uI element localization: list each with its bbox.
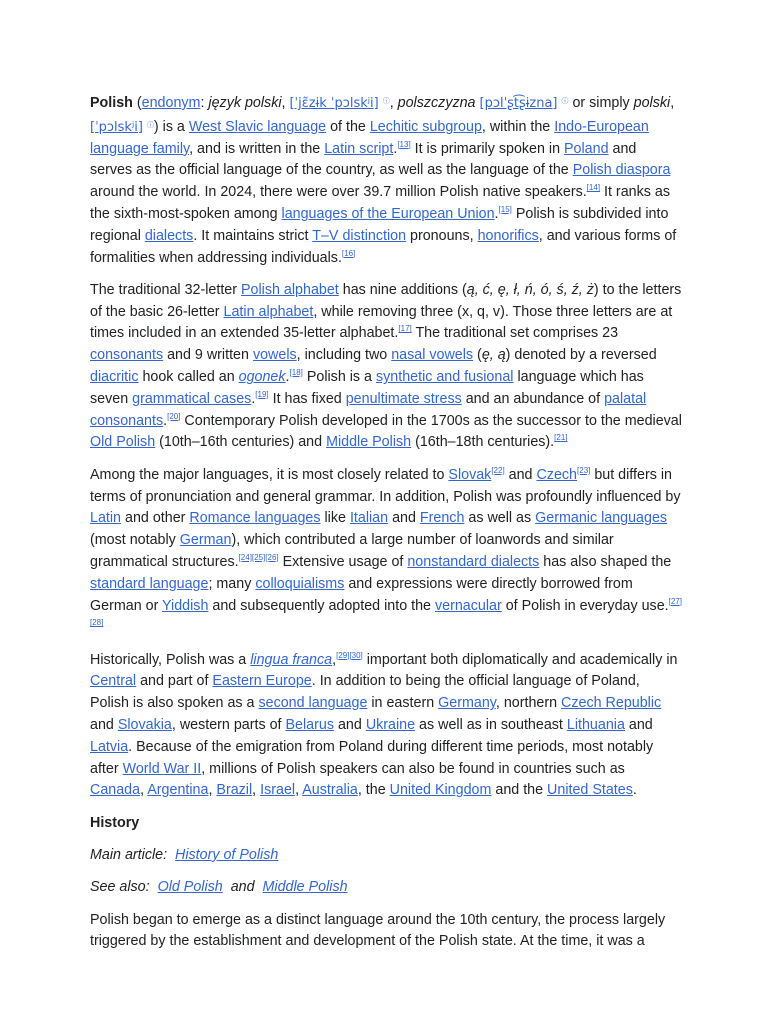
link-eu-languages[interactable]: languages of the European Union	[281, 205, 495, 222]
link-indo-european[interactable]: Indo-European language family	[90, 118, 649, 157]
link-lithuania[interactable]: Lithuania	[566, 717, 625, 734]
article-content	[90, 91, 682, 964]
speaker-icon[interactable]: ⓘ	[561, 98, 569, 105]
lead-paragraph-2: The traditional 32-letter Polish alphabet has nine additions (ą, ć, ę, ł, ń, ó, ś, ź, ż) to the letters of the basic 26-letter Latin alphabet, while removing three (x, q, v). Those three letters are at times included in an extended 35-letter alphabet.[17] The traditional set comprises 23 consonants and 9 written vowels, including two nasal vowels (ę, ą) denoted by a reversed diacritic hook called an ogonek.[18] Polish is a synthetic and fusional language which has seven grammatical cases.[19] It has fixed penultimate stress and an abundance of palatal consonants.[20] Contemporary Polish developed in the 1700s as the successor to the medieval Old Polish (10th–16th centuries) and Middle Polish (16th–18th centuries).[21]	[90, 281, 682, 451]
lead-paragraph-3: Among the major languages, it is most closely related to Slovak[22] and Czech[23] but differs in terms of pronunciation and general grammar. In addition, Polish was profoundly influenced by Latin and other Romance languages like Italian and French as well as Germanic languages (most notably German), which contributed a large number of loanwords and similar grammatical structures.[24][25][26] Extensive usage of nonstandard dialects has also shaped the standard language; many colloquialisms and expressions were directly borrowed from German or Yiddish and subsequently adopted into the vernacular of Polish in everyday use.[27][28]	[90, 465, 682, 628]
link-lingua-franca[interactable]: lingua franca	[250, 651, 333, 668]
link-czech[interactable]: Czech	[536, 466, 578, 483]
link-israel[interactable]: Israel	[260, 782, 296, 799]
citation-22[interactable]: [22]	[491, 465, 505, 475]
link-latin-script[interactable]: Latin script	[324, 140, 394, 157]
speaker-icon[interactable]: ⓘ	[146, 121, 154, 129]
citation-15[interactable]: [15]	[498, 204, 512, 214]
link-history-of-polish[interactable]: History of Polish	[175, 847, 279, 863]
link-latvia[interactable]: Latvia	[90, 738, 129, 755]
link-consonants[interactable]: consonants	[90, 347, 164, 364]
link-honorifics[interactable]: honorifics	[477, 227, 539, 244]
hatnote-label: Main article:	[90, 847, 168, 863]
link-eastern-europe[interactable]: Eastern Europe	[212, 673, 312, 690]
link-germany[interactable]: Germany	[438, 695, 496, 712]
link-standard-language[interactable]: standard language	[90, 575, 209, 592]
link-ukraine[interactable]: Ukraine	[365, 717, 416, 734]
link-west-slavic-language[interactable]: West Slavic language	[188, 118, 327, 135]
citation-13[interactable]: [13]	[397, 139, 411, 149]
link-synthetic-fusional[interactable]: synthetic and fusional	[375, 369, 514, 386]
ipa-link-2[interactable]: [pɔlˈʂt͡ʂɨzna]	[479, 96, 558, 111]
link-slovak[interactable]: Slovak	[448, 466, 492, 483]
section-heading-history: History	[90, 814, 140, 831]
link-penultimate-stress[interactable]: penultimate stress	[345, 390, 462, 407]
link-diacritic[interactable]: diacritic	[90, 369, 139, 386]
article-subject: Polish	[90, 95, 133, 111]
ipa-link-1[interactable]: [ˈjɛ̃zɨk ˈpɔlskʲi]	[289, 96, 379, 111]
link-world-war-ii[interactable]: World War II	[122, 760, 202, 777]
hatnote-see-also	[90, 877, 682, 899]
term-jezyk-polski: język polski	[208, 95, 282, 111]
link-tv-distinction[interactable]: T–V distinction	[312, 227, 407, 244]
link-grammatical-cases[interactable]: grammatical cases	[132, 390, 252, 407]
speaker-icon[interactable]: ⓘ	[382, 98, 390, 105]
citation-14[interactable]: [14]	[586, 183, 601, 193]
hatnote-main-article	[90, 845, 682, 867]
link-germanic-languages[interactable]: Germanic languages	[535, 510, 668, 527]
link-romance-languages[interactable]: Romance languages	[189, 510, 321, 527]
link-middle-polish-see-also[interactable]: Middle Polish	[262, 879, 348, 896]
link-lechitic-subgroup[interactable]: Lechitic subgroup	[369, 118, 482, 135]
link-yiddish[interactable]: Yiddish	[162, 597, 209, 614]
link-vernacular[interactable]: vernacular	[434, 597, 502, 614]
link-nonstandard-dialects[interactable]: nonstandard dialects	[407, 553, 540, 570]
citation-21[interactable]: [21]	[554, 433, 568, 443]
link-central[interactable]: Central	[90, 673, 137, 690]
link-ogonek[interactable]: ogonek	[238, 369, 286, 386]
link-nasal-vowels[interactable]: nasal vowels	[391, 347, 474, 364]
link-polish-alphabet[interactable]: Polish alphabet	[241, 281, 339, 298]
term-polszczyzna: polszczyzna	[397, 95, 476, 111]
hatnote-and: and	[230, 879, 255, 896]
link-german[interactable]: German	[179, 532, 232, 549]
link-old-polish[interactable]: Old Polish	[90, 434, 156, 451]
hatnote-label: See also:	[90, 879, 150, 896]
link-middle-polish[interactable]: Middle Polish	[326, 434, 412, 451]
lead-paragraph-1: Polish (endonym: język polski, [ˈjɛ̃zɨk ˈpɔlskʲi] ⓘ, polszczyzna [pɔlˈʂt͡ʂɨzna] ⓘ or simply polski, [ˈpɔlskʲi] ⓘ) is a West Slavic language of the Lechitic subgroup, within the Indo-European language family, and is written in the Latin script.[13] It is primarily spoken in Poland and serves as the official language of the country, as well as the language of the Polish diaspora around the world. In 2024, there were over 39.7 million Polish native speakers.[14] It ranks as the sixth-most-spoken among languages of the European Union.[15] Polish is subdivided into regional dialects. It maintains strict T–V distinction pronouns, honorifics, and various forms of formalities when addressing individuals.[16]	[90, 95, 677, 266]
link-vowels[interactable]: vowels	[252, 347, 297, 364]
citation-18[interactable]: [18]	[289, 368, 303, 378]
citation-17[interactable]: [17]	[398, 324, 412, 334]
link-belarus[interactable]: Belarus	[285, 717, 334, 734]
citation-23[interactable]: [23]	[577, 465, 591, 475]
link-french[interactable]: French	[419, 510, 465, 527]
lead-paragraph-4: Historically, Polish was a lingua franca,[29][30] important both diplomatically and academically in Central and part of Eastern Europe. In addition to being the official language of Poland, Polish is also spoken as a second language in eastern Germany, northern Czech Republic and Slovakia, western parts of Belarus and Ukraine as well as in southeast Lithuania and Latvia. Because of the emigration from Poland during different time periods, most notably after World War II, millions of Polish speakers can also be found in countries such as Canada, Argentina, Brazil, Israel, Australia, the United Kingdom and the United States.	[90, 650, 678, 799]
link-latin[interactable]: Latin	[90, 510, 122, 527]
link-palatal-consonants[interactable]: palatal consonants	[90, 390, 647, 429]
link-second-language[interactable]: second language	[258, 695, 368, 712]
link-czech-republic[interactable]: Czech Republic	[561, 695, 662, 712]
link-latin-alphabet[interactable]: Latin alphabet	[223, 303, 314, 320]
link-canada[interactable]: Canada	[90, 782, 141, 799]
citation-24-26[interactable]: [24][25][26]	[238, 552, 279, 562]
link-italian[interactable]: Italian	[349, 510, 389, 527]
ipa-link-3[interactable]: [ˈpɔlskʲi]	[90, 119, 143, 135]
link-endonym[interactable]: endonym	[141, 95, 201, 111]
citation-20[interactable]: [20]	[167, 411, 181, 421]
link-slovakia[interactable]: Slovakia	[117, 717, 172, 734]
link-old-polish-see-also[interactable]: Old Polish	[157, 879, 223, 896]
link-poland[interactable]: Poland	[564, 140, 609, 157]
history-paragraph-1: Polish began to emerge as a distinct language around the 10th century, the process largely triggered by the establishment and development of the Polish state. At the time, it was a	[90, 911, 666, 950]
link-united-states[interactable]: United States	[547, 782, 633, 799]
citation-27-28[interactable]: [27][28]	[90, 596, 682, 628]
term-polski: polski	[633, 95, 671, 111]
link-polish-diaspora[interactable]: Polish diaspora	[572, 162, 671, 179]
link-brazil[interactable]: Brazil	[216, 782, 253, 799]
citation-19[interactable]: [19]	[255, 389, 269, 399]
citation-16[interactable]: [16]	[341, 248, 356, 258]
link-argentina[interactable]: Argentina	[147, 782, 209, 799]
citation-29-30[interactable]: [29][30]	[336, 650, 363, 660]
link-united-kingdom[interactable]: United Kingdom	[389, 782, 492, 799]
link-australia[interactable]: Australia	[302, 782, 358, 799]
link-colloquialisms[interactable]: colloquialisms	[255, 575, 345, 592]
link-dialects[interactable]: dialects	[144, 227, 194, 244]
